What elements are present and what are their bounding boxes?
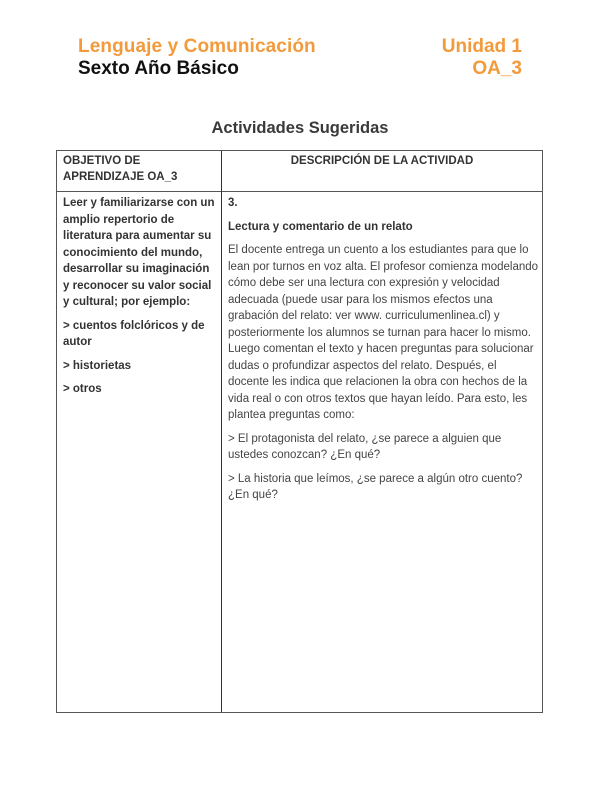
subject-title: Lenguaje y Comunicación <box>78 36 316 57</box>
objective-cell <box>63 195 215 405</box>
objective-code: OA_3 <box>472 58 522 79</box>
activity-cell <box>228 195 540 511</box>
header-right <box>442 36 522 80</box>
activity-description: El docente entrega un cuento a los estudiantes para que lo lean por turnos en voz alta. El profesor comienza modelando cómo debe ser una lectura con expresión y velocidad adecuada (puede usar para los mismos efectos una grabación del relato: ver www. curriculumenlinea.cl) y posteriormente los alumnos se turnan para hacer lo mismo. Luego comentan el texto y hacen preguntas para solucionar dudas o profundizar aspectos del relato. Después, el docente les indica que relacionen la obra con hechos de la vida real o con otros textos que hayan leído. Para esto, les plantea preguntas como: <box>228 244 539 421</box>
table-header-row <box>57 151 542 192</box>
unit-label: Unidad 1 <box>441 36 522 57</box>
document-header <box>78 36 522 86</box>
section-title: Actividades Sugeridas <box>211 119 389 137</box>
objective-item: > historietas <box>63 359 132 372</box>
objective-item: > otros <box>63 383 102 395</box>
header-description: DESCRIPCIÓN DE LA ACTIVIDAD <box>290 155 474 167</box>
activities-table <box>56 150 543 713</box>
activity-question: > La historia que leímos, ¿se parece a algún otro cuento? ¿En qué? <box>228 472 523 501</box>
activity-question: > El protagonista del relato, ¿se parece a alguien que ustedes conozcan? ¿En qué? <box>228 432 502 461</box>
objective-item: > cuentos folclóricos y de autor <box>63 319 205 348</box>
activity-number: 3. <box>228 197 238 209</box>
activity-title: Lectura y comentario de un relato <box>228 220 413 233</box>
grade-level: Sexto Año Básico <box>78 58 239 79</box>
column-divider <box>221 151 222 712</box>
objective-statement: Leer y familiarizarse con un amplio repertorio de literatura para aumentar su conocimiento del mundo, desarrollar su imaginación y reconocer su valor social y cultural; por ejemplo: <box>63 197 215 308</box>
header-left <box>78 36 316 80</box>
header-objective: OBJETIVO DE APRENDIZAJE OA_3 <box>63 155 178 183</box>
